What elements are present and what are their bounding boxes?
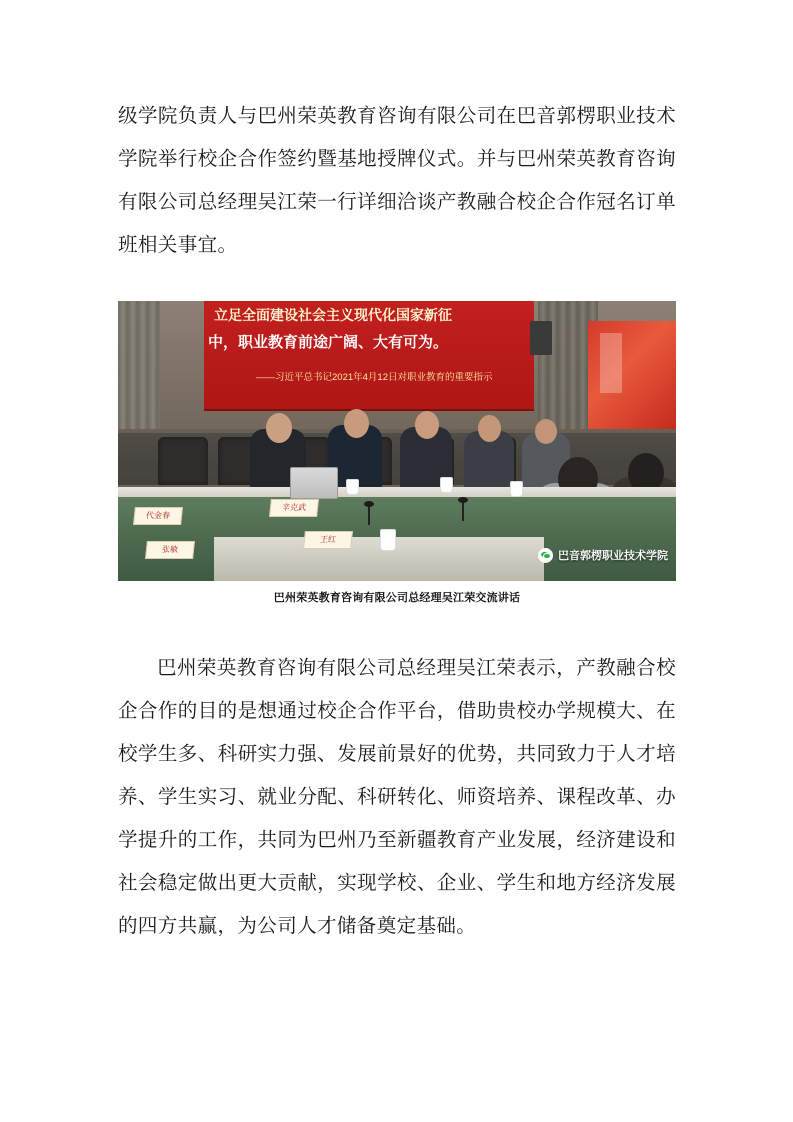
photo-person-head xyxy=(415,411,439,439)
photo-person-head xyxy=(478,415,501,442)
photo-microphone xyxy=(462,501,464,521)
photo-red-display-screen xyxy=(588,321,676,437)
photo-watermark xyxy=(538,547,668,563)
nameplate: 张敏 xyxy=(145,541,195,559)
figure-caption: 巴州荣英教育咨询有限公司总经理吴江荣交流讲话 xyxy=(273,592,521,604)
photo-microphone xyxy=(368,505,370,525)
wechat-icon xyxy=(538,548,553,563)
nameplate: 代金春 xyxy=(133,507,183,525)
paragraph-1: 级学院负责人与巴州荣英教育咨询有限公司在巴音郭楞职业技术学院举行校企合作签约暨基地授牌仪式。并与巴州荣英教育咨询有限公司总经理吴江荣一行详细洽谈产教融合校企合作冠名订单班相关事宜。 xyxy=(118,106,676,256)
nameplate: 王红 xyxy=(303,531,353,549)
nameplate: 辛克武 xyxy=(269,499,319,517)
banner-line-2: 中，职业教育前途广阔、大有可为。 xyxy=(208,334,449,351)
paragraph-2: 巴州荣英教育咨询有限公司总经理吴江荣表示，产教融合校企合作的目的是想通过校企合作平台，借助贵校办学规模大、在校学生多、科研实力强、发展前景好的优势，共同致力于人才培养、学生实习、就业分配、科研转化、师资培养、课程改革、办学提升的工作，共同为巴州乃至新疆教育产业发展，经济建设和社会稳定做出更大贡献，实现学校、企业、学生和地方经济发展的四方共赢，为公司人才储备奠定基础。 xyxy=(118,658,676,937)
photo-wall-speaker xyxy=(530,321,552,355)
meeting-photo xyxy=(118,301,676,581)
photo-cup xyxy=(440,477,453,493)
banner-line-3: ——习近平总书记2021年4月12日对职业教育的重要指示 xyxy=(256,372,493,383)
photo-person-head xyxy=(535,419,557,444)
photo-person-head xyxy=(344,409,369,438)
photo-cup xyxy=(346,479,359,495)
photo-cup xyxy=(510,481,523,497)
document-content xyxy=(118,95,676,948)
photo-person-head xyxy=(266,413,292,443)
figure-block xyxy=(118,301,676,605)
photo-cup xyxy=(380,529,396,551)
photo-chair xyxy=(158,437,208,485)
photo-red-banner xyxy=(204,301,534,411)
banner-line-1: 立足全面建设社会主义现代化国家新征 xyxy=(214,307,452,323)
watermark-label: 巴音郭楞职业技术学院 xyxy=(558,550,668,562)
photo-table-front xyxy=(214,537,544,581)
photo-laptop xyxy=(290,467,338,499)
